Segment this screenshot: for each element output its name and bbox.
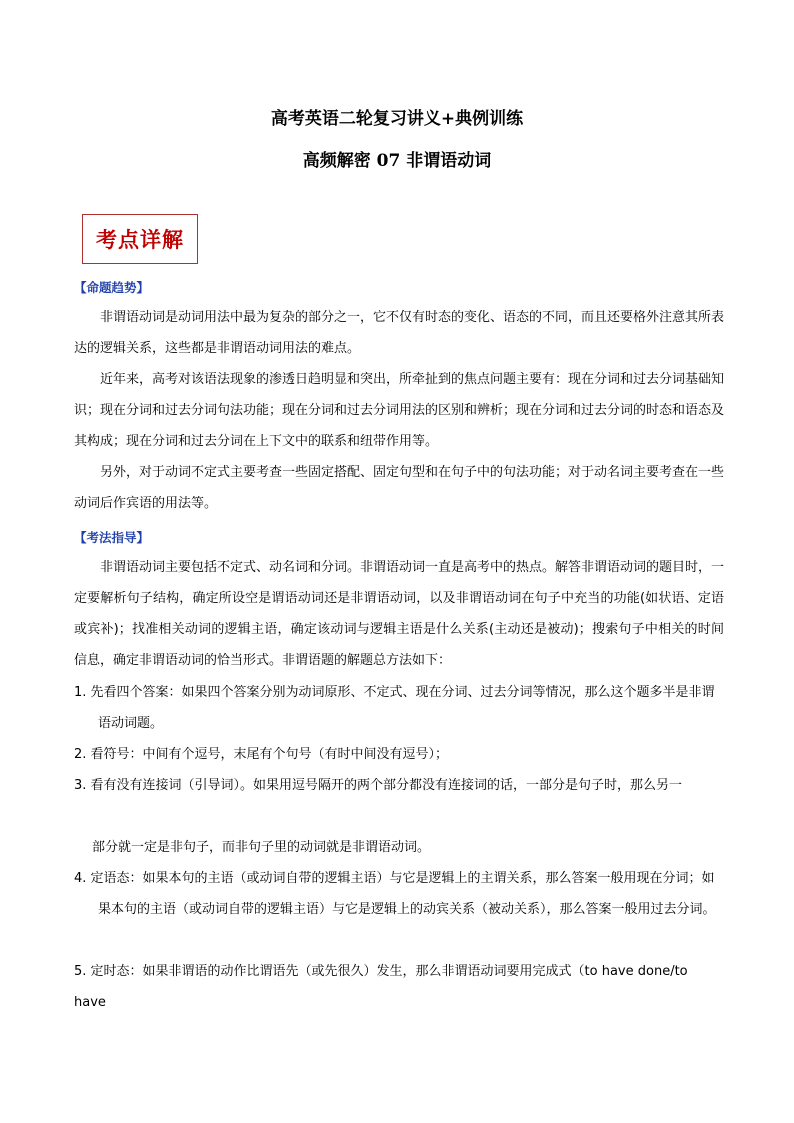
paragraph: 非谓语动词主要包括不定式、动名词和分词。非谓语动词一直是高考中的热点。解答非谓语动词的题目时，一定要解析句子结构，确定所设空是谓语动词还是非谓语动词，以及非谓语动词在句子中充当的功能(如状语、定语或宾补)；找准相关动词的逻辑主语，确定该动词与逻辑主语是什么关系(主动还是被动)；搜索句子中相关的时间信息，确定非谓语动词的恰当形式。非谓语题的解题总方法如下： (74, 560, 725, 668)
list-item: 2. 看符号：中间有个逗号，末尾有个句号（有时中间没有逗号）； (74, 747, 449, 762)
list-item: 4. 定语态：如果本句的主语（或动词自带的逻辑主语）与它是逻辑上的主谓关系，那么答案一般用现在分词；如果本句的主语（或动词自带的逻辑主语）与它是逻辑上的动宾关系（被动关系），那么答案一般用过去分词。 (74, 871, 716, 917)
section-badge (82, 214, 198, 264)
list-item: 5. 定时态：如果非谓语的动作比谓语先（或先很久）发生，那么非谓语动词要用完成式（to have done/to (74, 964, 688, 979)
paragraph: 非谓语动词是动词用法中最为复杂的部分之一，它不仅有时态的变化、语态的不同，而且还要格外注意其所表达的逻辑关系，这些都是非谓语动词用法的难点。 (74, 310, 725, 356)
list-item: 3. 看有没有连接词（引导词）。如果用逗号隔开的两个部分都没有连接词的话，一部分是句子时，那么另一 (74, 778, 683, 793)
paragraph: 近年来，高考对该语法现象的渗透日趋明显和突出，所牵扯到的焦点问题主要有：现在分词和过去分词基础知识；现在分词和过去分词句法功能；现在分词和过去分词用法的区别和辨析；现在分词和过去分词的时态和语态及其构成；现在分词和过去分词在上下文中的联系和纽带作用等。 (74, 372, 725, 449)
section-badge-label: 考点详解 (96, 227, 184, 252)
list-item-continuation: 部分就一定是非句子，而非句子里的动词就是非谓语动词。 (92, 840, 431, 855)
list-item-continuation: have (74, 995, 106, 1010)
document-subtitle: 高频解密 07 非谓语动词 (302, 151, 492, 171)
paragraph: 另外，对于动词不定式主要考查一些固定搭配、固定句型和在句子中的句法功能；对于动名词主要考查在一些动词后作宾语的用法等。 (74, 465, 725, 511)
list-item: 1. 先看四个答案：如果四个答案分别为动词原形、不定式、现在分词、过去分词等情况，那么这个题多半是非谓语动词题。 (74, 685, 715, 731)
document-title: 高考英语二轮复习讲义+典例训练 (270, 109, 524, 129)
section-heading-trend: 【命题趋势】 (74, 280, 150, 295)
section-heading-method: 【考法指导】 (74, 530, 150, 545)
